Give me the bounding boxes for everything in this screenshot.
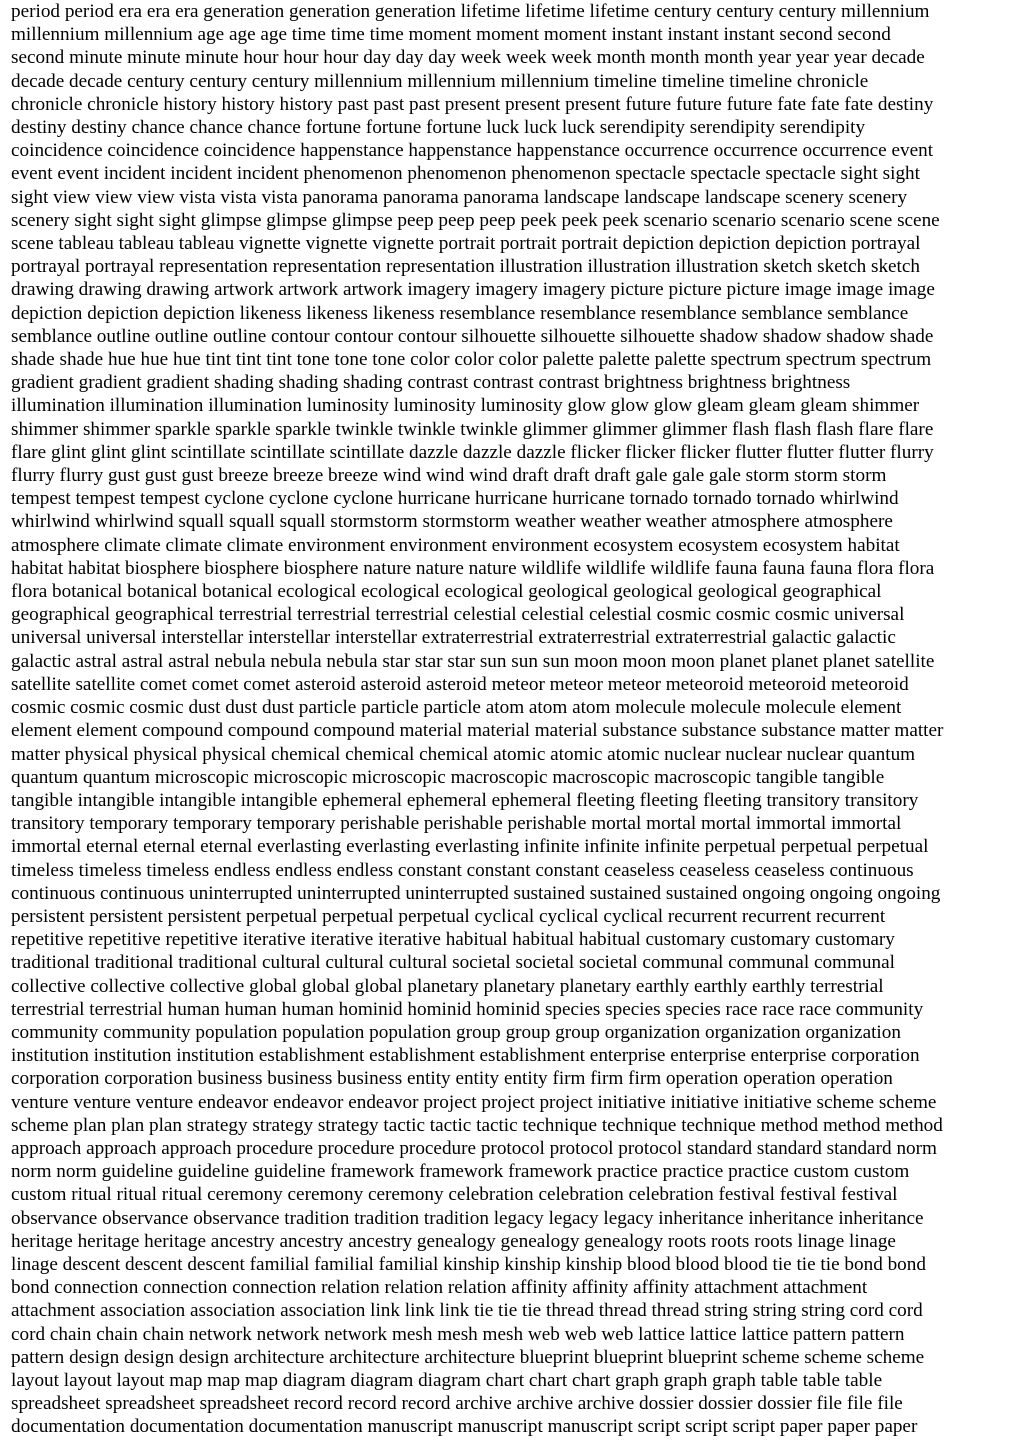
text-line: institution institution institution establishment establishment establishment enterprise enterprise enterprise corporation — [11, 1045, 920, 1067]
text-line: linage descent descent descent familial familial familial kinship kinship kinship blood blood blood tie tie tie bond bond — [11, 1253, 926, 1275]
text-line: venture venture venture endeavor endeavor endeavor project project project initiative initiative initiative scheme scheme — [11, 1091, 937, 1113]
text-line: flare glint glint glint scintillate scintillate scintillate dazzle dazzle dazzle flicker flicker flicker flutter flutter flutter flurry — [11, 441, 934, 463]
text-line: flora botanical botanical botanical ecological ecological ecological geological geological geological geographical — [11, 581, 882, 603]
text-line: heritage heritage heritage ancestry ancestry ancestry genealogy genealogy genealogy roots roots roots linage linage — [11, 1230, 896, 1252]
text-line: immortal eternal eternal eternal everlasting everlasting everlasting infinite infinite infinite perpetual perpetual perpetual — [11, 836, 929, 858]
text-line: sight view view view vista vista vista panorama panorama panorama landscape landscape landscape scenery scenery — [11, 186, 908, 208]
text-line: tangible intangible intangible intangible ephemeral ephemeral ephemeral fleeting fleeting fleeting transitory transitory — [11, 789, 919, 811]
text-line: community community population population population group group group organization organization organization — [11, 1021, 901, 1043]
text-line: continuous continuous uninterrupted uninterrupted uninterrupted sustained sustained sustained ongoing ongoing ongoing — [11, 882, 941, 904]
text-line: spreadsheet spreadsheet spreadsheet record record record archive archive archive dossier dossier dossier file file file — [11, 1393, 903, 1415]
text-line: quantum quantum microscopic microscopic microscopic macroscopic macroscopic macroscopic tangible tangible — [11, 766, 885, 788]
text-line: scene tableau tableau tableau vignette vignette vignette portrait portrait portrait depiction depiction depiction portrayal — [11, 233, 921, 255]
text-line: cosmic cosmic cosmic dust dust dust particle particle particle atom atom atom molecule molecule molecule element — [11, 697, 902, 719]
text-line: semblance outline outline outline contour contour contour silhouette silhouette silhouette shadow shadow shadow shade — [11, 325, 934, 347]
text-line: timeless timeless timeless endless endless endless constant constant constant ceaseless ceaseless ceaseless continuous — [11, 859, 914, 881]
text-line: chronicle chronicle history history history past past past present present present future future future fate fate fate destiny — [11, 93, 934, 115]
text-line: portrayal portrayal representation representation representation illustration illustration illustration sketch sketch sketch — [11, 256, 920, 278]
text-line: repetitive repetitive repetitive iterative iterative iterative habitual habitual habitual customary customary customary — [11, 929, 895, 951]
text-line: persistent persistent persistent perpetual perpetual perpetual cyclical cyclical cyclical recurrent recurrent recurrent — [11, 905, 886, 927]
text-line: collective collective collective global global global planetary planetary planetary earthly earthly earthly terrestrial — [11, 975, 884, 997]
text-line: scheme plan plan plan strategy strategy strategy tactic tactic tactic technique technique technique method method method — [11, 1114, 943, 1136]
text-line: flurry flurry gust gust gust breeze breeze breeze wind wind wind draft draft draft gale gale gale storm storm storm — [11, 465, 887, 487]
text-line: cord chain chain chain network network network mesh mesh mesh web web web lattice lattice lattice pattern pattern — [11, 1323, 905, 1345]
text-line: norm norm guideline guideline guideline framework framework framework practice practice practice custom custom — [11, 1161, 910, 1183]
text-line: shade shade hue hue hue tint tint tint tone tone tone color color color palette palette palette spectrum spectrum spectrum — [11, 349, 932, 371]
text-line: shimmer shimmer sparkle sparkle sparkle twinkle twinkle twinkle glimmer glimmer glimmer flash flash flash flare flare — [11, 418, 934, 440]
text-line: event event incident incident incident phenomenon phenomenon phenomenon spectacle spectacle spectacle sight sight — [11, 163, 920, 185]
text-line: matter physical physical physical chemical chemical chemical atomic atomic atomic nuclear nuclear nuclear quantum — [11, 743, 916, 765]
text-line: layout layout layout map map map diagram diagram diagram chart chart chart graph graph graph table table table — [11, 1369, 883, 1391]
text-line: custom ritual ritual ritual ceremony ceremony ceremony celebration celebration celebration festival festival festival — [11, 1184, 898, 1206]
text-line: drawing drawing drawing artwork artwork artwork imagery imagery imagery picture picture picture image image image — [11, 279, 935, 301]
text-line: traditional traditional traditional cultural cultural cultural societal societal societal communal communal communal — [11, 952, 895, 974]
text-line: pattern design design design architecture architecture architecture blueprint blueprint blueprint scheme scheme scheme — [11, 1346, 925, 1368]
text-line: whirlwind whirlwind squall squall squall stormstorm stormstorm weather weather weather atmosphere atmosphere — [11, 511, 893, 533]
text-line: habitat habitat biosphere biosphere biosphere nature nature nature wildlife wildlife wildlife fauna fauna fauna flora flora — [11, 557, 935, 579]
text-line: scenery sight sight sight glimpse glimpse glimpse peep peep peep peek peek peek scenario scenario scenario scene scene — [11, 209, 940, 231]
text-line: corporation corporation business business business entity entity entity firm firm firm operation operation operation — [11, 1068, 893, 1090]
text-line: documentation documentation documentation manuscript manuscript manuscript script script script paper paper paper — [11, 1416, 918, 1438]
text-line: period period era era era generation generation generation lifetime lifetime lifetime century century century millennium — [11, 1, 930, 22]
text-line: universal universal interstellar interstellar interstellar extraterrestrial extraterrestrial extraterrestrial galactic galactic — [11, 627, 896, 649]
text-line: coincidence coincidence coincidence happenstance happenstance happenstance occurrence occurrence occurrence event — [11, 140, 934, 162]
text-line: bond connection connection connection relation relation relation affinity affinity affinity attachment attachment — [11, 1277, 868, 1299]
text-line: second minute minute minute hour hour hour day day day week week week month month month year year year decade — [11, 47, 925, 69]
text-line: atmosphere climate climate climate environment environment environment ecosystem ecosystem ecosystem habitat — [11, 534, 900, 556]
text-line: gradient gradient gradient shading shading shading contrast contrast contrast brightness brightness brightness — [11, 372, 851, 394]
text-line: attachment association association association link link link tie tie tie thread thread thread string string string cord cord — [11, 1300, 923, 1322]
text-line: millennium millennium age age age time time time moment moment moment instant instant instant second second — [11, 24, 891, 46]
text-line: element element compound compound compound material material material substance substance substance matter matter — [11, 720, 944, 742]
text-line: geographical geographical terrestrial terrestrial terrestrial celestial celestial celestial cosmic cosmic cosmic universal — [11, 604, 905, 626]
text-line: galactic astral astral astral nebula nebula nebula star star star sun sun sun moon moon moon planet planet planet satellite — [11, 650, 935, 672]
text-line: observance observance observance tradition tradition tradition legacy legacy legacy inheritance inheritance inheritance — [11, 1207, 924, 1229]
text-line: tempest tempest tempest cyclone cyclone cyclone hurricane hurricane hurricane tornado tornado tornado whirlwind — [11, 488, 899, 510]
document-body — [11, 0, 1017, 1439]
text-line: destiny destiny chance chance chance fortune fortune fortune luck luck luck serendipity serendipity serendipity — [11, 117, 866, 139]
text-line: approach approach approach procedure procedure procedure protocol protocol protocol standard standard standard norm — [11, 1137, 937, 1159]
text-line: terrestrial terrestrial human human human hominid hominid hominid species species species race race race community — [11, 998, 924, 1020]
text-line: transitory temporary temporary temporary perishable perishable perishable mortal mortal mortal immortal immortal — [11, 813, 902, 835]
text-line: satellite satellite comet comet comet asteroid asteroid asteroid meteor meteor meteor meteoroid meteoroid meteoroid — [11, 673, 909, 695]
text-line: depiction depiction depiction likeness likeness likeness resemblance resemblance resemblance semblance semblance — [11, 302, 909, 324]
text-line: decade decade century century century millennium millennium millennium timeline timeline timeline chronicle — [11, 70, 869, 92]
text-line: illumination illumination illumination luminosity luminosity luminosity glow glow glow gleam gleam gleam shimmer — [11, 395, 920, 417]
